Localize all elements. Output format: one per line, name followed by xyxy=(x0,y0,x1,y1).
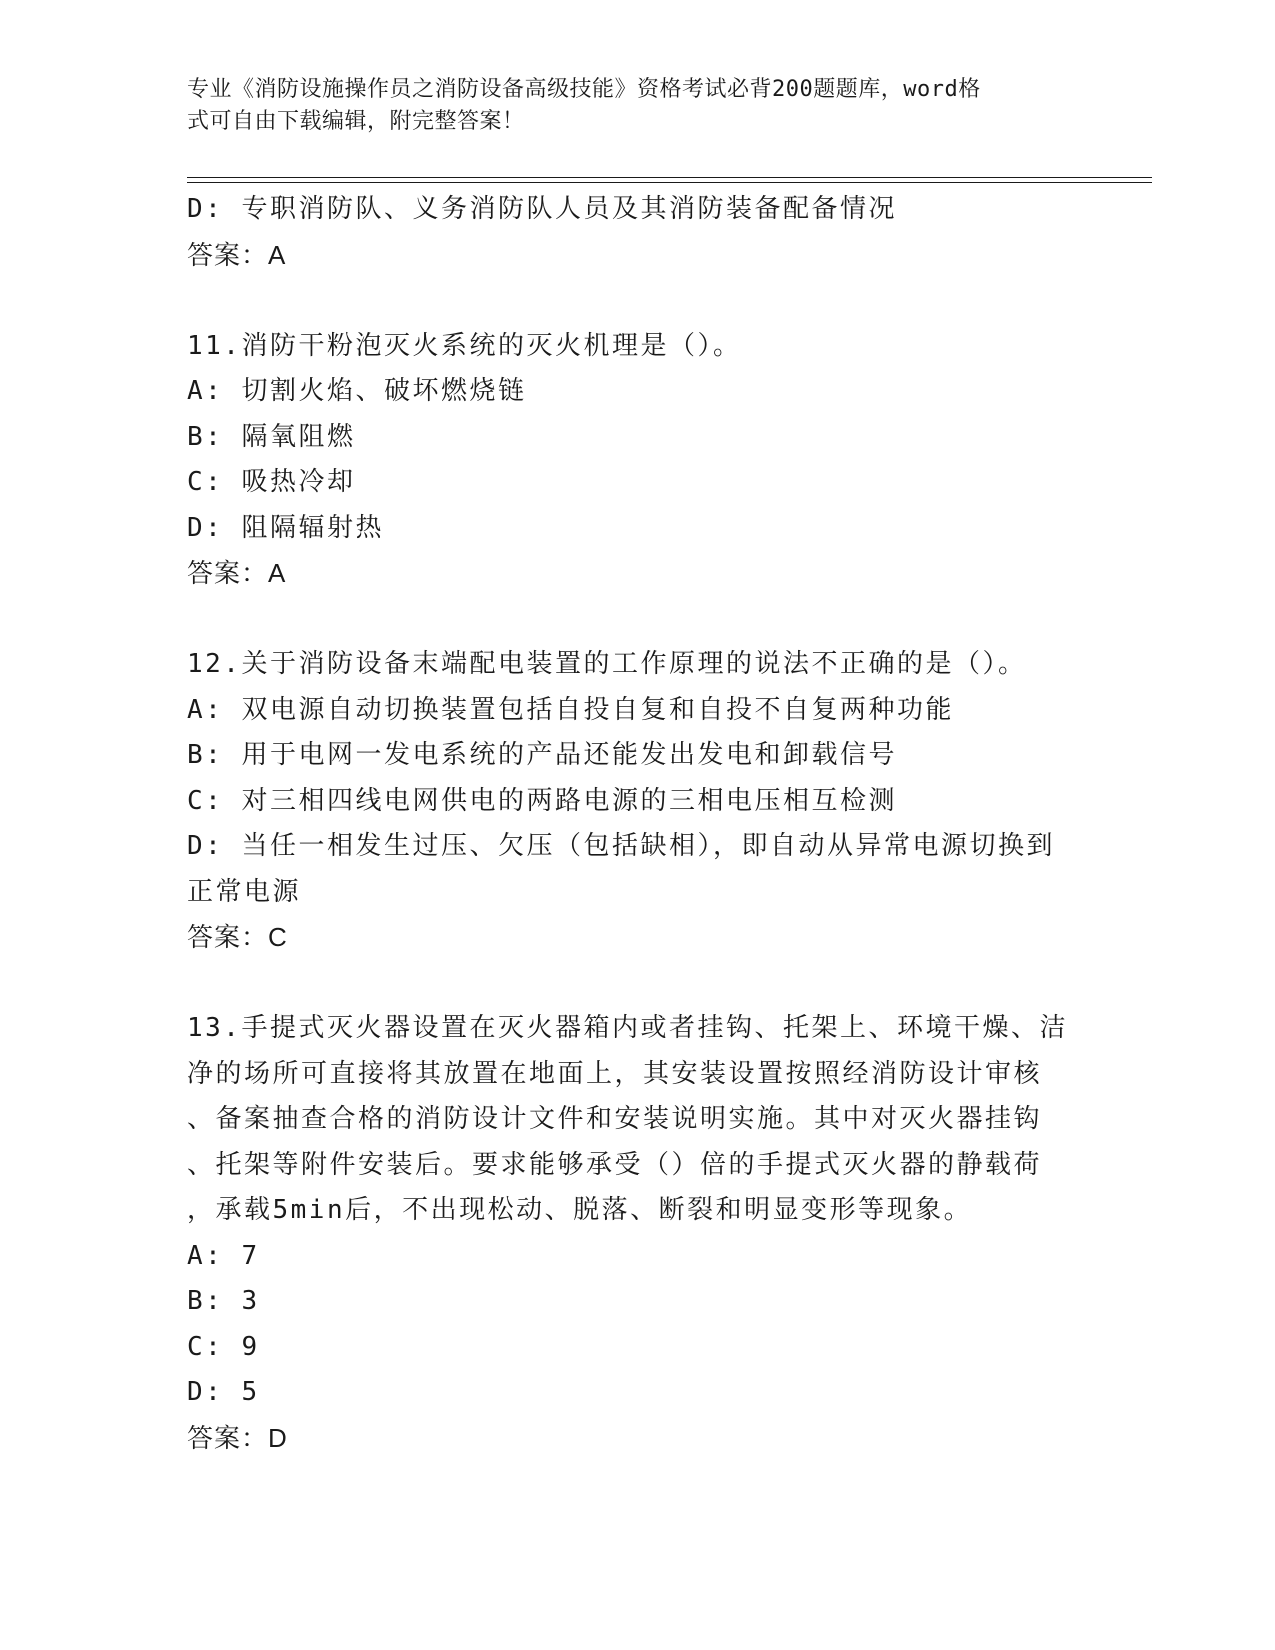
question-stem-line-4: 、托架等附件安装后。要求能够承受（）倍的手提式灭火器的静载荷 xyxy=(187,1149,1043,1180)
header-divider-top xyxy=(187,177,1152,178)
option-a: A: 切割火焰、破坏燃烧链 xyxy=(187,376,527,406)
header-line-1: 专业《消防设施操作员之消防设备高级技能》资格考试必背200题题库，word格 xyxy=(187,77,981,102)
question-list xyxy=(187,187,1072,1461)
question-12 xyxy=(187,642,1072,961)
header-line-2: 式可自由下载编辑，附完整答案！ xyxy=(187,109,525,134)
option-a: A: 双电源自动切换装置包括自投自复和自投不自复两种功能 xyxy=(187,694,954,725)
question-stem: 11.消防干粉泡灭火系统的灭火机理是（）。 xyxy=(187,330,742,361)
option-d: D: 当任一相发生过压、欠压（包括缺相），即自动从异常电源切换到 xyxy=(187,831,1055,861)
option-c: C: 9 xyxy=(187,1331,260,1362)
question-11 xyxy=(187,324,1072,597)
spacer xyxy=(187,278,1072,324)
answer: 答案：A xyxy=(187,558,287,588)
answer: 答案：A xyxy=(187,239,287,270)
question-stem-line-3: 、备案抽查合格的消防设计文件和安装说明实施。其中对灭火器挂钩 xyxy=(187,1104,1043,1134)
option-b: B: 隔氧阻燃 xyxy=(187,421,356,452)
question-stem-line-2: 净的场所可直接将其放置在地面上，其安装设置按照经消防设计审核 xyxy=(187,1058,1043,1089)
option-c: C: 对三相四线电网供电的两路电源的三相电压相互检测 xyxy=(187,785,897,816)
option-a: A: 7 xyxy=(187,1240,260,1271)
spacer xyxy=(187,597,1072,643)
header-divider-bottom xyxy=(187,182,1152,183)
question-13 xyxy=(187,1006,1072,1461)
question-stem: 12.关于消防设备末端配电装置的工作原理的说法不正确的是（）。 xyxy=(187,649,1027,679)
option-d: D: 专职消防队、义务消防队人员及其消防装备配备情况 xyxy=(187,194,897,224)
option-d: D: 阻隔辐射热 xyxy=(187,512,384,543)
option-b: B: 用于电网一发电系统的产品还能发出发电和卸载信号 xyxy=(187,740,897,770)
question-stem-line-1: 13.手提式灭火器设置在灭火器箱内或者挂钩、托架上、环境干燥、洁 xyxy=(187,1013,1068,1043)
answer: 答案：C xyxy=(187,922,288,952)
document-header xyxy=(187,74,1067,138)
option-b: B: 3 xyxy=(187,1286,260,1316)
answer: 答案：D xyxy=(187,1422,288,1453)
option-c: C: 吸热冷却 xyxy=(187,467,356,497)
question-stem-line-5: ，承载5min后，不出现松动、脱落、断裂和明显变形等现象。 xyxy=(187,1195,973,1225)
option-d: D: 5 xyxy=(187,1377,260,1407)
option-d-continued: 正常电源 xyxy=(187,876,302,907)
spacer xyxy=(187,961,1072,1007)
question-fragment xyxy=(187,187,1072,278)
